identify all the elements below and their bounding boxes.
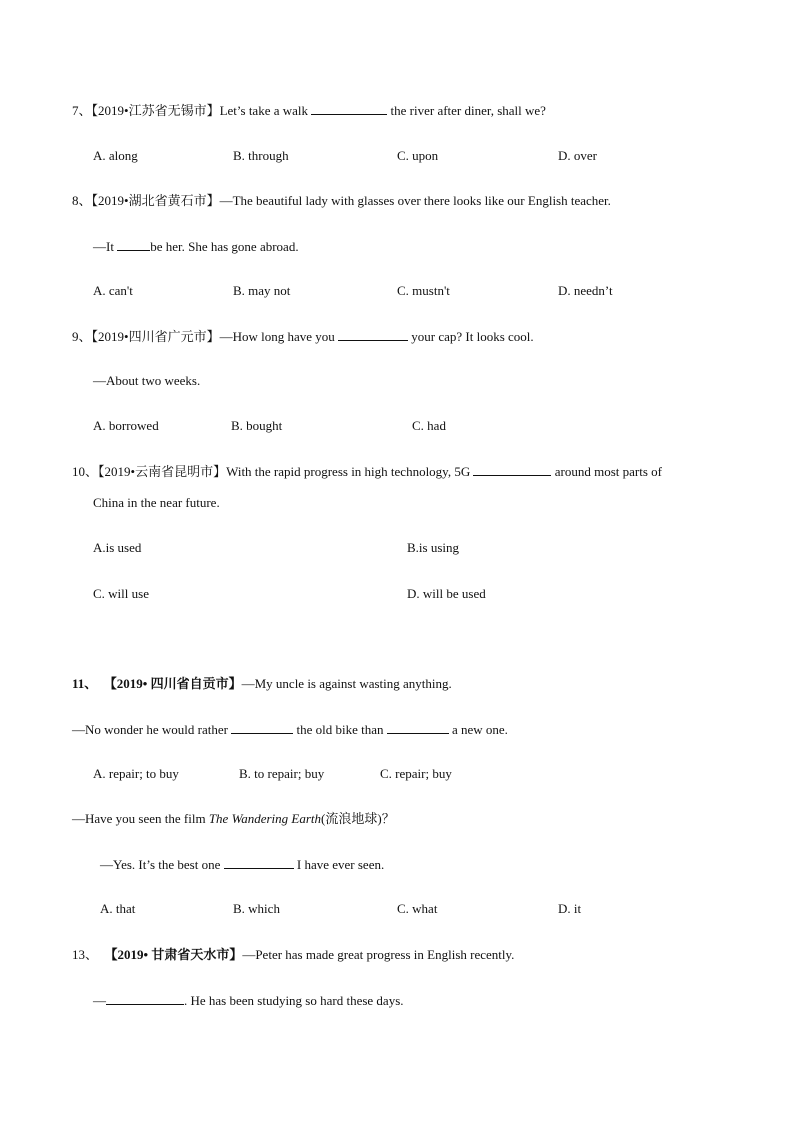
q8-option-d[interactable]: D. needn’t (558, 283, 613, 298)
q9-reply: —About two weeks. (93, 373, 201, 388)
q10-number: 10、 (72, 464, 99, 479)
q7-stem-after: the river after diner, shall we? (387, 103, 546, 118)
q11-number: 11、 (72, 676, 98, 691)
q8-number: 8、 (72, 193, 92, 208)
q7-option-a[interactable]: A. along (93, 148, 138, 163)
q11-option-a[interactable]: A. repair; to buy (93, 766, 179, 781)
q12-reply-before: —Yes. It’s the best one (100, 857, 224, 872)
q12-option-d[interactable]: D. it (558, 901, 582, 916)
q11-answer-blank-1[interactable] (231, 721, 293, 734)
q10-source: 【2019•云南省昆明市】 (98, 464, 227, 479)
q9-stem (72, 328, 534, 345)
q13-reply-prefix: — (93, 993, 106, 1008)
q10-stem (72, 463, 662, 480)
q7-stem-before: Let’s take a walk (219, 103, 312, 118)
q8-reply-after: be her. She has gone abroad. (150, 239, 299, 254)
q7-option-b[interactable]: B. through (233, 148, 289, 163)
q10-option-b[interactable]: B.is using (407, 540, 460, 555)
q13-stem-text: —Peter has made great progress in English recently. (242, 947, 515, 962)
q8-stem (72, 193, 611, 209)
q11-source: 【2019• 四川省自贡市】 (103, 676, 242, 691)
q11-answer-blank-2[interactable] (387, 721, 449, 734)
q8-reply-before: —It (93, 239, 118, 254)
q7-stem (72, 102, 546, 119)
q11-option-b[interactable]: B. to repair; buy (239, 766, 325, 781)
q8-option-a[interactable]: A. can't (93, 283, 133, 298)
q12-reply (100, 856, 384, 873)
q12-stem-before: —Have you seen the film (72, 811, 209, 826)
q8-stem-text: —The beautiful lady with glasses over there looks like our English teacher. (219, 193, 611, 208)
q10-stem-before: With the rapid progress in high technology, 5G (226, 464, 474, 479)
q13-reply-after: . He has been studying so hard these days. (184, 993, 404, 1008)
q7-option-d[interactable]: D. over (558, 148, 597, 163)
q8-source: 【2019•湖北省黄石市】 (91, 193, 220, 208)
q10-option-a[interactable]: A.is used (93, 540, 142, 555)
q9-answer-blank[interactable] (338, 328, 408, 341)
q13-number: 13、 (72, 947, 99, 962)
q10-option-c[interactable]: C. will use (93, 586, 149, 601)
q10-answer-blank[interactable] (473, 463, 551, 476)
q13-stem (72, 947, 514, 963)
q11-stem (72, 676, 452, 692)
q9-number: 9、 (72, 329, 92, 344)
q12-option-c[interactable]: C. what (397, 901, 438, 916)
q11-stem-text: —My uncle is against wasting anything. (241, 676, 452, 691)
q13-source: 【2019• 甘肃省天水市】 (104, 947, 243, 962)
q10-option-d[interactable]: D. will be used (407, 586, 486, 601)
q12-stem (72, 811, 395, 827)
q12-reply-after: I have ever seen. (293, 857, 385, 872)
q7-answer-blank[interactable] (311, 102, 387, 115)
q11-reply-middle: the old bike than (293, 722, 387, 737)
q7-number: 7、 (72, 103, 92, 118)
q12-option-a[interactable]: A. that (100, 901, 136, 916)
q7-source: 【2019•江苏省无锡市】 (91, 103, 220, 118)
q9-stem-before: —How long have you (219, 329, 339, 344)
q9-stem-after: your cap? It looks cool. (408, 329, 534, 344)
q13-answer-blank[interactable] (106, 992, 184, 1005)
q8-option-b[interactable]: B. may not (233, 283, 291, 298)
q12-film-title: The Wandering Earth (208, 811, 322, 826)
q12-answer-blank[interactable] (224, 856, 294, 869)
q12-stem-after: (流浪地球)？ (321, 811, 395, 826)
q9-source: 【2019•四川省广元市】 (91, 329, 220, 344)
q12-option-b[interactable]: B. which (233, 901, 280, 916)
q8-reply (93, 238, 299, 255)
q11-option-c[interactable]: C. repair; buy (380, 766, 452, 781)
q11-reply-after: a new one. (448, 722, 508, 737)
q10-stem-after: around most parts of (551, 464, 662, 479)
q13-reply (93, 992, 404, 1009)
q9-option-b[interactable]: B. bought (231, 418, 283, 433)
q9-option-c[interactable]: C. had (412, 418, 446, 433)
q8-option-c[interactable]: C. mustn't (397, 283, 450, 298)
q10-stem-line2: China in the near future. (93, 495, 220, 510)
q7-option-c[interactable]: C. upon (397, 148, 439, 163)
q11-reply (72, 721, 508, 738)
q11-reply-before: —No wonder he would rather (72, 722, 232, 737)
q9-option-a[interactable]: A. borrowed (93, 418, 159, 433)
q8-answer-blank[interactable] (117, 238, 150, 251)
